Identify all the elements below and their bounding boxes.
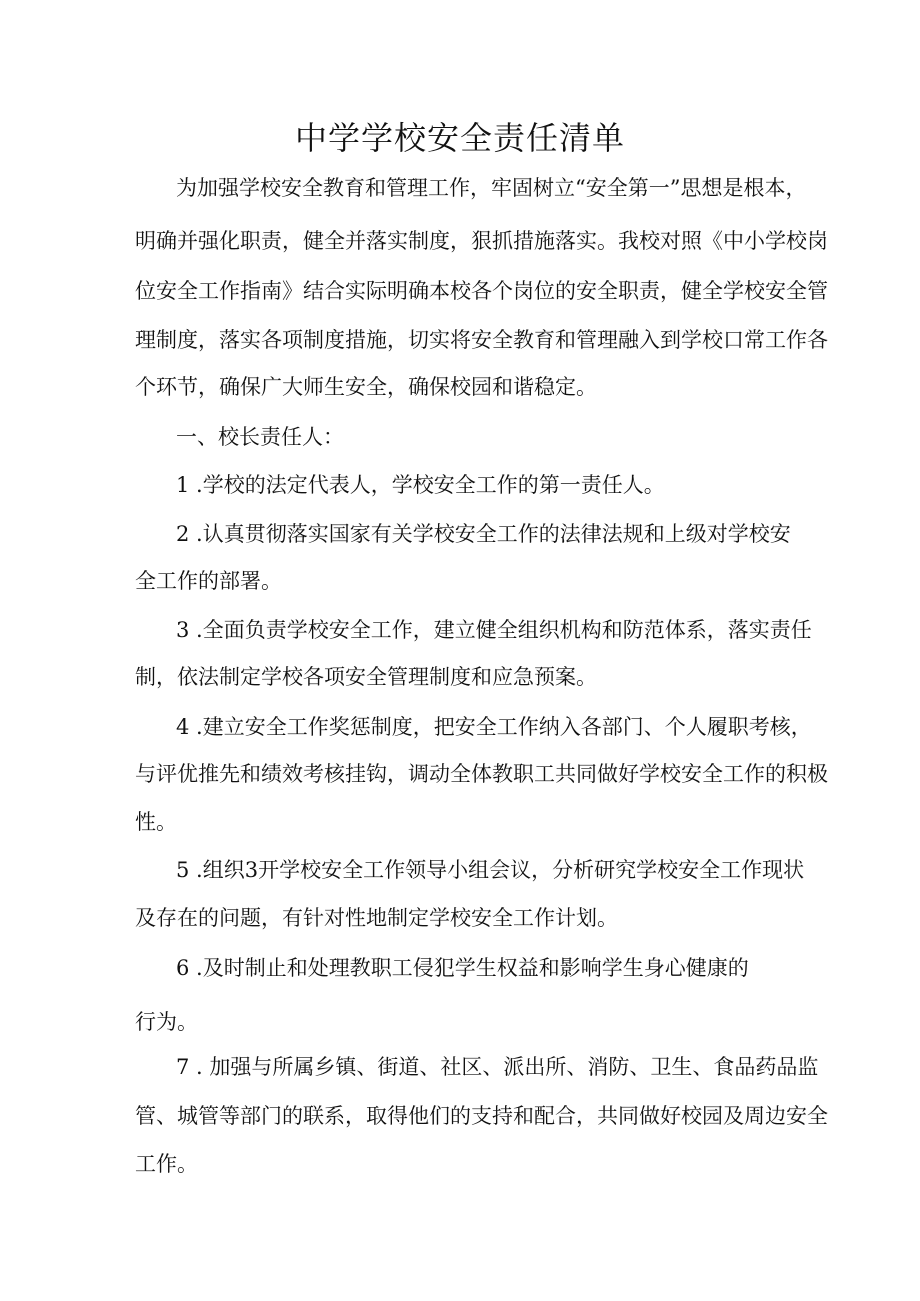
- item-3-line-1: 3 .全面负责学校安全工作，建立健全组织机构和防范体系，落实责任: [176, 618, 812, 642]
- item-5-line-1: 5 .组织3开学校安全工作领导小组会议，分析研究学校安全工作现状: [176, 858, 805, 882]
- item-4-line-2: 与评优推先和绩效考核挂钩，调动全体教职工共同做好学校安全工作的积极: [135, 762, 828, 786]
- item-6-line-2: 行为。: [135, 1010, 198, 1034]
- item-2-line-2: 全工作的部署。: [135, 569, 282, 593]
- item-7-line-1: 7 . 加强与所属乡镇、街道、社区、派出所、消防、卫生、食品药品监: [176, 1055, 819, 1079]
- item-2-line-1: 2 .认真贯彻落实国家有关学校安全工作的法律法规和上级对学校安: [176, 522, 791, 546]
- item-5-line-2: 及存在的问题，有针对性地制定学校安全工作计划。: [135, 906, 618, 930]
- item-4-line-3: 性。: [135, 810, 177, 834]
- page-title: 中学学校安全责任清单: [294, 119, 625, 157]
- item-7-line-2: 管、城管等部门的联系，取得他们的支持和配合，共同做好校园及周边安全: [135, 1104, 828, 1128]
- item-6-line-1: 6 .及时制止和处理教职工侵犯学生权益和影响学生身心健康的: [176, 956, 749, 980]
- item-4-line-1: 4 .建立安全工作奖惩制度，把安全工作纳入各部门、个人履职考核，: [176, 715, 812, 739]
- intro-line-5: 个环节，确保广大师生安全，确保校园和谐稳定。: [135, 375, 597, 399]
- item-1-line-1: 1 .学校的法定代表人，学校安全工作的第一责任人。: [176, 473, 665, 497]
- intro-line-1: 为加强学校安全教育和管理工作，牢固树立“安全第一”思想是根本，: [176, 176, 807, 200]
- section-heading: 一、校长责任人：: [176, 425, 344, 449]
- intro-line-2: 明确并强化职责，健全并落实制度，狠抓措施落实。我校对照《中小学校岗: [135, 229, 828, 253]
- item-3-line-2: 制，依法制定学校各项安全管理制度和应急预案。: [135, 665, 597, 689]
- intro-line-3: 位安全工作指南》结合实际明确本校各个岗位的安全职责，健全学校安全管: [135, 279, 828, 303]
- item-7-line-3: 工作。: [135, 1152, 198, 1176]
- intro-line-4: 理制度，落实各项制度措施，切实将安全教育和管理融入到学校口常工作各: [135, 328, 828, 352]
